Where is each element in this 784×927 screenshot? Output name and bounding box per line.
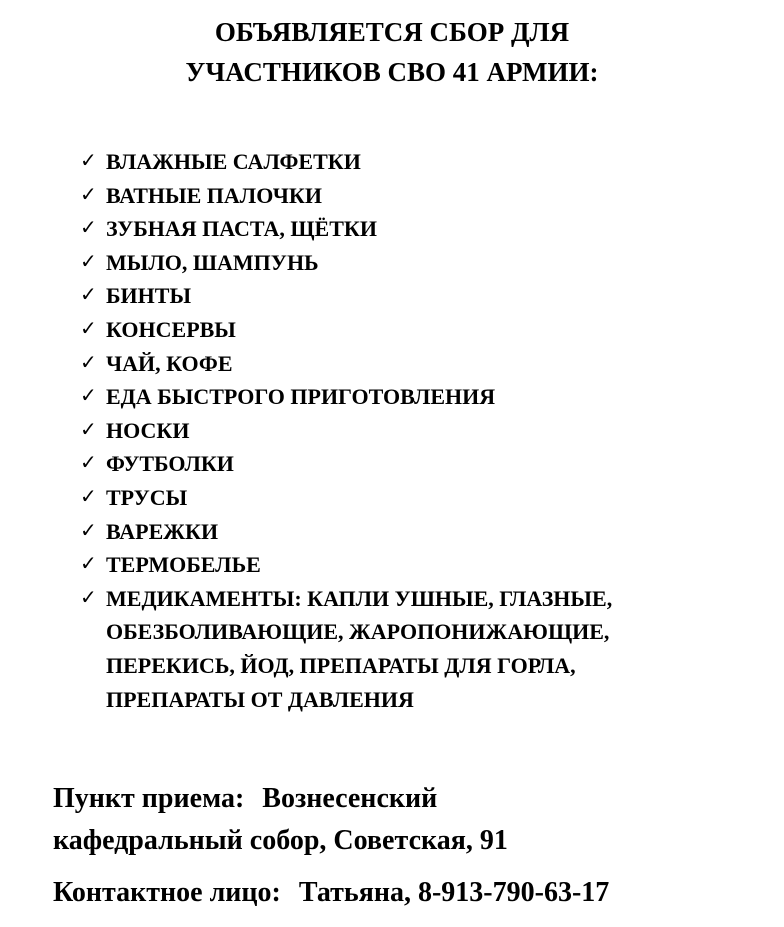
medicines-line-4: ПРЕПАРАТЫ ОТ ДАВЛЕНИЯ bbox=[106, 686, 414, 712]
list-item bbox=[80, 179, 760, 213]
medicines-line-3: ПЕРЕКИСЬ, ЙОД, ПРЕПАРАТЫ ДЛЯ ГОРЛА, bbox=[106, 652, 576, 678]
list-item bbox=[80, 145, 760, 179]
contact-value: Татьяна, 8-913-790-63-17 bbox=[298, 877, 610, 908]
list-item-label: КОНСЕРВЫ bbox=[106, 316, 236, 342]
contact-label: Контактное лицо: bbox=[53, 877, 281, 908]
announcement-title bbox=[0, 12, 784, 92]
list-item-label: ВЛАЖНЫЕ САЛФЕТКИ bbox=[106, 149, 361, 174]
list-item bbox=[80, 380, 760, 414]
collection-point-row bbox=[53, 778, 773, 820]
checkmark-icon: ✓ bbox=[80, 553, 97, 576]
list-item-label: БИНТЫ bbox=[106, 283, 192, 309]
list-item bbox=[80, 447, 760, 481]
list-item-label: ТРУСЫ bbox=[106, 484, 188, 510]
checkmark-icon: ✓ bbox=[80, 351, 97, 374]
checkmark-icon: ✓ bbox=[80, 250, 97, 273]
list-item bbox=[80, 548, 760, 582]
items-checklist bbox=[80, 145, 760, 716]
medicines-line-1: МЕДИКАМЕНТЫ: КАПЛИ УШНЫЕ, ГЛАЗНЫЕ, bbox=[106, 585, 613, 611]
checkmark-icon: ✓ bbox=[80, 317, 97, 340]
list-item bbox=[80, 246, 760, 280]
list-item bbox=[80, 212, 760, 246]
list-item-label: ЕДА БЫСТРОГО ПРИГОТОВЛЕНИЯ bbox=[106, 384, 496, 410]
checkmark-icon: ✓ bbox=[80, 217, 97, 240]
checkmark-icon: ✓ bbox=[80, 485, 97, 508]
footer-info bbox=[53, 778, 773, 914]
title-line-2: УЧАСТНИКОВ СВО 41 АРМИИ: bbox=[185, 57, 599, 87]
list-item-label: ВАРЕЖКИ bbox=[106, 518, 219, 544]
checkmark-icon: ✓ bbox=[80, 385, 97, 408]
list-item bbox=[80, 347, 760, 381]
list-item-label: ЧАЙ, КОФЕ bbox=[106, 350, 233, 376]
collection-point-value-line-1: Вознесенский bbox=[262, 783, 438, 814]
list-item-label: НОСКИ bbox=[106, 417, 190, 443]
checkmark-icon: ✓ bbox=[80, 150, 97, 172]
list-item-label: МЫЛО, ШАМПУНЬ bbox=[106, 249, 319, 275]
medicines-line-2: ОБЕЗБОЛИВАЮЩИЕ, ЖАРОПОНИЖАЮЩИЕ, bbox=[106, 619, 610, 645]
list-item-medicines bbox=[80, 582, 760, 716]
checkmark-icon: ✓ bbox=[80, 586, 97, 609]
medicines-text bbox=[106, 582, 760, 716]
list-item bbox=[80, 279, 760, 313]
checkmark-icon: ✓ bbox=[80, 519, 97, 542]
list-item-label: ВАТНЫЕ ПАЛОЧКИ bbox=[106, 182, 322, 208]
list-item bbox=[80, 515, 760, 549]
title-line-1: ОБЪЯВЛЯЕТСЯ СБОР ДЛЯ bbox=[214, 17, 570, 47]
checkmark-icon: ✓ bbox=[80, 418, 97, 441]
list-item bbox=[80, 313, 760, 347]
collection-point-label: Пункт приема: bbox=[53, 783, 245, 814]
list-item bbox=[80, 481, 760, 515]
list-item bbox=[80, 414, 760, 448]
collection-point-address: кафедральный собор, Советская, 91 bbox=[53, 825, 508, 856]
contact-row bbox=[53, 872, 773, 914]
list-item-label: ЗУБНАЯ ПАСТА, ЩЁТКИ bbox=[106, 216, 377, 242]
checkmark-icon: ✓ bbox=[80, 183, 97, 206]
list-item-label: ТЕРМОБЕЛЬЕ bbox=[106, 552, 261, 578]
list-item-label: ФУТБОЛКИ bbox=[106, 451, 234, 477]
checkmark-icon: ✓ bbox=[80, 452, 97, 475]
checkmark-icon: ✓ bbox=[80, 284, 97, 307]
